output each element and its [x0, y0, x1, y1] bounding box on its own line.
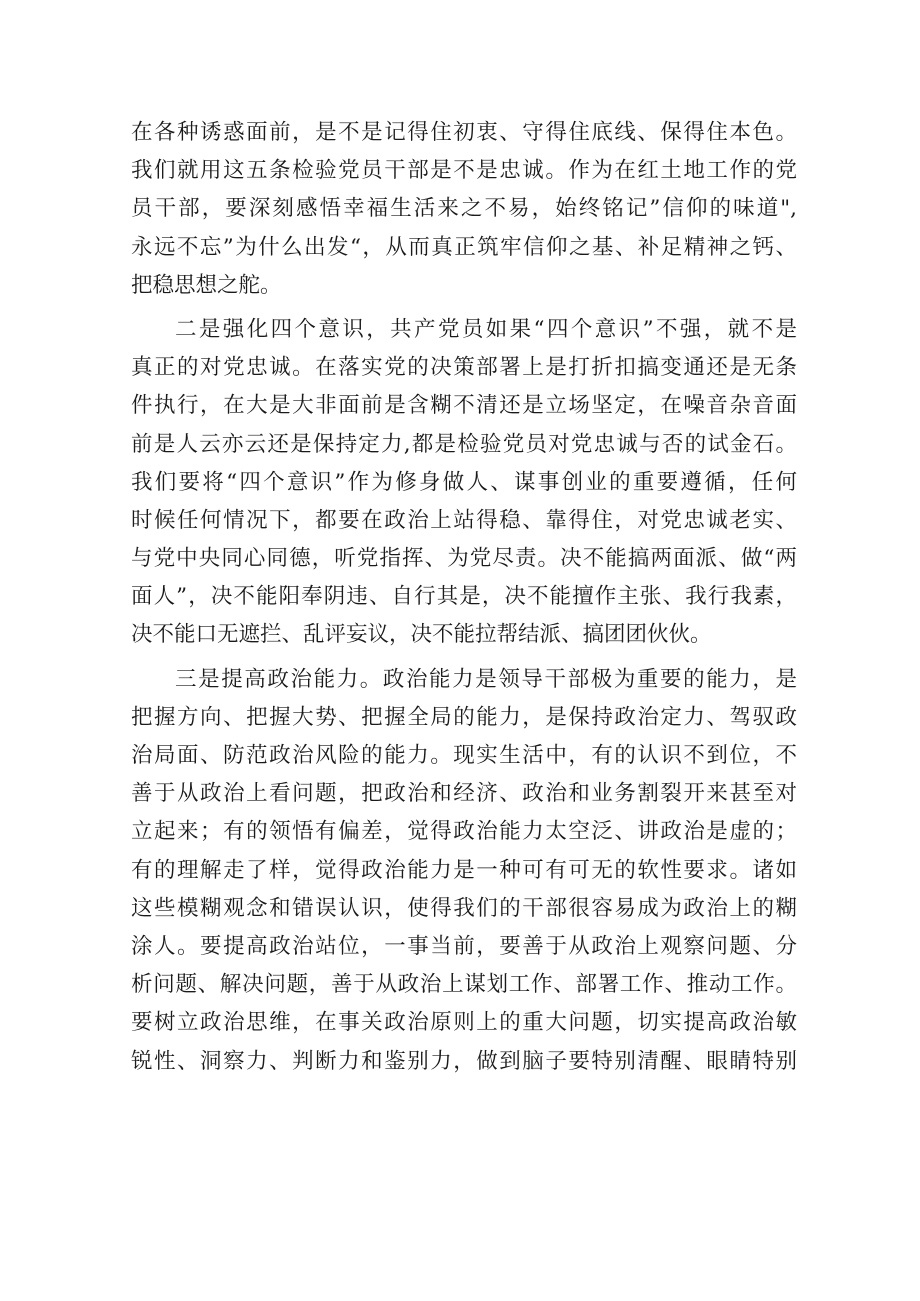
text-line: 三是提高政治能力。政治能力是领导干部极为重要的能力，是: [175, 666, 797, 692]
text-line: 真正的对党忠诚。在落实党的决策部署上是打折扣搞变通还是无条: [131, 355, 797, 381]
text-line: 这些模糊观念和错误认识，使得我们的干部很容易成为政治上的糊: [131, 895, 797, 921]
text-line: 永远不忘”为什么出发“，从而真正筑牢信仰之基、补足精神之钙、: [131, 234, 797, 260]
text-line: 我们就用这五条检验党员干部是不是忠诚。作为在红土地工作的党: [131, 158, 797, 184]
text-line: 面人”，决不能阳奉阴违、自行其是，决不能擅作主张、我行我素，: [131, 584, 797, 610]
paragraph: [131, 661, 797, 1081]
text-line: 时候任何情况下，都要在政治上站得稳、靠得住，对党忠诚老实、: [131, 507, 797, 533]
text-line: 前是人云亦云还是保持定力,都是检验党员对党忠诚与否的试金石。: [131, 431, 797, 457]
text-line: 二是强化四个意识，共产党员如果“四个意识”不强，就不是: [175, 316, 797, 342]
text-line: 涂人。要提高政治站位，一事当前，要善于从政治上观察问题、分: [131, 933, 797, 959]
text-line: 件执行，在大是大非面前是含糊不清还是立场坚定，在噪音杂音面: [131, 393, 797, 419]
text-line: 员干部，要深刻感悟幸福生活来之不易，始终铭记”信仰的味道",: [131, 196, 797, 222]
text-line: 要树立政治思维，在事关政治原则上的重大问题，切实提高政治敏: [131, 1010, 797, 1036]
text-line: 我们要将“四个意识”作为修身做人、谋事创业的重要遵循，任何: [131, 469, 797, 495]
text-line: 有的理解走了样，觉得政治能力是一种可有可无的软性要求。诸如: [131, 857, 797, 883]
text-line: 治局面、防范政治风险的能力。现实生活中，有的认识不到位，不: [131, 743, 797, 768]
text-line: 立起来；有的领悟有偏差，觉得政治能力太空泛、讲政治是虚的；: [131, 819, 797, 845]
text-line: 把稳思想之舵。: [131, 272, 282, 298]
text-line: 在各种诱惑面前，是不是记得住初衷、守得住底线、保得住本色。: [131, 120, 797, 145]
paragraph: [131, 114, 797, 305]
text-line: 善于从政治上看问题，把政治和经济、政治和业务割裂开来甚至对: [131, 781, 797, 807]
text-line: 决不能口无遮拦、乱评妄议，决不能拉帮结派、搞团团伙伙。: [131, 622, 712, 648]
paragraph: [131, 311, 797, 655]
text-line: 锐性、洞察力、判断力和鉴别力，做到脑子要特别清醒、眼睛特别: [131, 1048, 797, 1074]
text-line: 析问题、解决问题，善于从政治上谋划工作、部署工作、推动工作。: [131, 972, 797, 998]
text-line: 与党中央同心同德，听党指挥、为党尽责。决不能搞两面派、做“两: [131, 546, 797, 572]
text-line: 把握方向、把握大势、把握全局的能力，是保持政治定力、驾驭政: [131, 704, 797, 730]
document-body: [131, 114, 797, 1081]
